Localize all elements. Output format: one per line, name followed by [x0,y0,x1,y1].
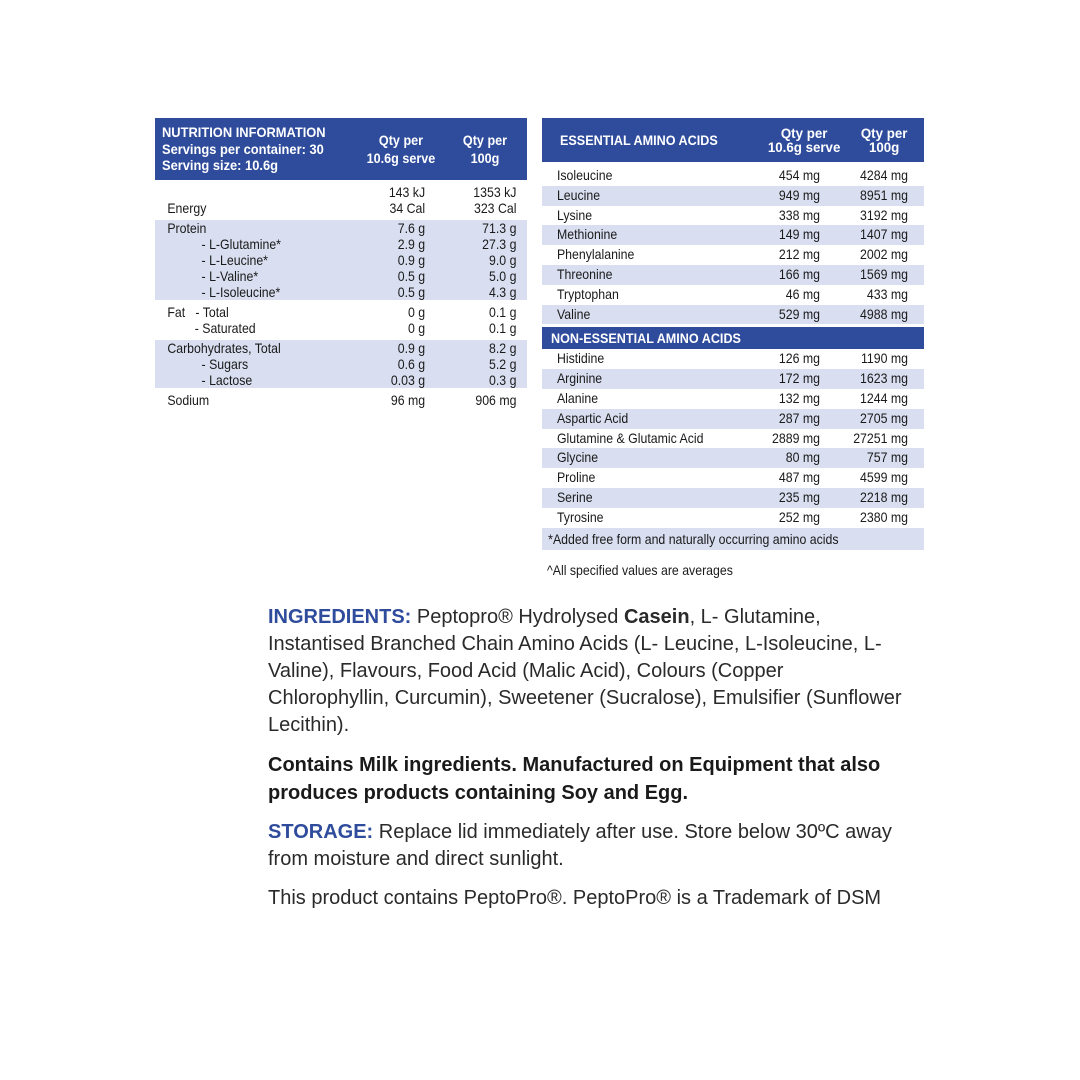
nutrition-block [155,392,527,408]
qty-per-100g: 1623 mg [860,370,908,387]
col-header-line: 100g [470,150,500,166]
amino-acid-label: Phenylalanine [556,246,635,263]
amino-acid-label: Leucine [556,186,601,203]
amino-acid-label: Tryptophan [556,285,619,302]
qty-per-100g: 1190 mg [860,350,908,367]
table-row [542,429,924,449]
amino-acid-label: Threonine [556,265,613,282]
col-header-line: Qty per [462,131,508,148]
servings-per-container: Servings per container: 30 [162,140,324,157]
nutrition-block [155,184,527,216]
table-row [155,236,527,252]
ingredients-text: , L- Glutamine, Instantised Branched Chain Amino Acids (L- Leucine, L-Isoleucine, L-Valine), Flavours, Food Acid (Malic Acid), Colours (Copper Chlorophyllin, Curcumin), Sweetener (Sucralose), Emulsifier (Sunflower Lecithin). [268,606,902,736]
qty-per-100g: 0.3 g [489,372,517,388]
table-row [155,372,527,388]
qty-per-serve: 149 mg [778,226,820,243]
ingredients-label: INGREDIENTS: [268,606,412,628]
col-header-line: Qty per [378,131,424,148]
amino-acid-label: Valine [556,305,591,322]
amino-acid-label: Tyrosine [556,508,604,525]
qty-per-serve: 0 g [407,320,426,336]
storage-paragraph [268,819,908,873]
qty-per-serve: 2.9 g [397,236,426,252]
amino-acid-label: Arginine [556,370,603,387]
amino-acid-label: Serine [556,488,593,505]
table-row [542,488,924,508]
amino-acid-label: Glutamine & Glutamic Acid [556,429,704,446]
nutrient-label [155,184,334,200]
qty-per-serve: 252 mg [778,508,820,525]
qty-per-serve: 0.5 g [397,268,426,284]
qty-per-100g: 4599 mg [860,469,908,486]
nutrient-label: - Sugars [167,356,249,372]
qty-per-serve: 0 g [407,304,426,320]
table-row [542,508,924,528]
amino-acid-label: Lysine [556,206,593,223]
qty-per-100g: 2218 mg [860,488,908,505]
qty-per-100g: 27.3 g [482,236,517,252]
qty-per-serve: 126 mg [778,350,820,367]
qty-per-serve: 143 kJ [388,184,426,200]
table-row [542,166,924,186]
table-row [542,285,924,305]
qty-per-serve: 2889 mg [772,429,820,446]
table-row [542,245,924,265]
qty-per-serve: 0.9 g [397,340,426,356]
nutrition-col-serve-header [363,131,439,167]
table-row [155,184,527,200]
col-header-line: Qty per [780,125,827,141]
qty-per-100g: 71.3 g [482,220,517,236]
qty-per-serve: 454 mg [778,167,820,183]
qty-per-100g: 4284 mg [860,167,908,183]
qty-per-serve: 46 mg [785,285,820,302]
qty-per-serve: 529 mg [778,305,820,322]
table-row [155,220,527,236]
qty-per-100g: 433 mg [866,285,908,302]
footnote-box [542,528,924,550]
qty-per-serve: 34 Cal [389,200,426,216]
col-header-line: Qty per [860,125,908,141]
nonessential-amino-body [542,349,924,527]
qty-per-100g: 2380 mg [860,508,908,525]
amino-acid-label: Alanine [556,389,599,406]
table-row [542,349,924,369]
table-row [542,409,924,429]
col-header-line: 10.6g serve [366,150,436,166]
qty-per-serve: 949 mg [778,186,820,203]
qty-per-100g: 757 mg [866,449,908,466]
trademark-statement: This product contains PeptoPro®. PeptoPro® is a Trademark of DSM [268,887,882,909]
table-row [542,369,924,389]
qty-per-serve: 172 mg [778,370,820,387]
qty-per-serve: 0.6 g [397,356,426,372]
qty-per-serve: 166 mg [778,265,820,282]
amino-col-100g-header [846,126,922,154]
nonessential-amino-title: NON-ESSENTIAL AMINO ACIDS [551,330,741,347]
qty-per-serve: 0.03 g [390,372,426,388]
table-row [155,268,527,284]
ingredients-paragraph [268,604,908,739]
qty-per-100g: 1569 mg [860,265,908,282]
qty-per-serve: 0.5 g [397,284,426,300]
nutrient-label: - L-Isoleucine* [167,284,281,300]
qty-per-100g: 323 Cal [473,200,517,216]
table-row [155,200,527,216]
qty-per-100g: 0.1 g [489,320,517,336]
qty-per-serve: 80 mg [785,449,820,466]
table-row [542,206,924,226]
qty-per-serve: 338 mg [778,206,820,223]
qty-per-serve: 235 mg [778,488,820,505]
qty-per-100g: 9.0 g [489,252,517,268]
ingredients-text: Peptopro® Hydrolysed [411,606,624,628]
serving-size: Serving size: 10.6g [162,157,278,174]
amino-acid-label: Isoleucine [556,167,613,183]
qty-per-100g: 3192 mg [860,206,908,223]
essential-amino-header [542,118,924,162]
table-row [542,468,924,488]
table-row [542,225,924,245]
amino-footnote: *Added free form and naturally occurring amino acids [548,530,839,547]
nonessential-amino-header [542,327,924,349]
qty-per-100g: 906 mg [475,392,517,408]
col-header-line: 100g [868,139,900,155]
qty-per-100g: 2002 mg [860,246,908,263]
table-row [155,356,527,372]
col-header-line: 10.6g serve [767,139,840,155]
nutrient-label: - L-Valine* [167,268,259,284]
table-row [155,340,527,356]
nutrition-body [155,184,527,408]
table-row [542,305,924,325]
table-row [542,389,924,409]
amino-acid-label: Proline [556,469,596,486]
amino-acid-label: Glycine [556,449,599,466]
storage-text: Replace lid immediately after use. Store below 30ºC away from moisture and direct sunlight. [268,821,892,870]
qty-per-100g: 8.2 g [489,340,517,356]
qty-per-100g: 2705 mg [860,409,908,426]
qty-per-serve: 7.6 g [397,220,426,236]
nutrition-header [155,118,527,180]
table-row [155,252,527,268]
nutrient-label: - Saturated [167,320,256,336]
table-row [542,448,924,468]
qty-per-100g: 27251 mg [853,429,908,446]
ingredients-bold: Casein [623,606,690,628]
table-row [155,392,527,408]
nutrient-label: Sodium [167,392,210,408]
qty-per-serve: 287 mg [778,409,820,426]
nutrient-label: Carbohydrates, Total [167,340,281,356]
qty-per-100g: 5.2 g [489,356,517,372]
amino-acid-table [542,118,924,550]
qty-per-serve: 96 mg [390,392,426,408]
product-text [268,604,908,924]
averages-note: ^All specified values are averages [547,562,733,578]
table-row [155,284,527,300]
nutrition-title [162,124,343,174]
table-row [155,304,527,320]
table-row [542,265,924,285]
nutrient-label: Protein [167,220,207,236]
nutrition-block [155,220,527,300]
essential-amino-body [542,166,924,324]
amino-acid-label: Methionine [556,226,618,243]
qty-per-100g: 1407 mg [860,226,908,243]
nutrition-title-line: NUTRITION INFORMATION [162,124,326,141]
nutrition-table [155,118,527,408]
allergen-statement: Contains Milk ingredients. Manufactured on Equipment that also produces products containing Soy and Egg. [268,754,881,804]
nutrition-block [155,304,527,336]
amino-col-serve-header [766,126,842,154]
table-row [155,320,527,336]
qty-per-serve: 212 mg [778,246,820,263]
qty-per-100g: 0.1 g [489,304,517,320]
nutrient-label: Energy [167,200,207,216]
table-row [542,186,924,206]
nutrient-label: - L-Glutamine* [167,236,281,252]
qty-per-serve: 132 mg [778,389,820,406]
qty-per-100g: 4.3 g [489,284,517,300]
qty-per-100g: 8951 mg [860,186,908,203]
essential-amino-title: ESSENTIAL AMINO ACIDS [560,132,718,148]
nutrient-label: Fat - Total [167,304,229,320]
nutrition-col-100g-header [447,131,523,167]
amino-acid-label: Aspartic Acid [556,409,629,426]
qty-per-100g: 4988 mg [860,305,908,322]
qty-per-100g: 5.0 g [489,268,517,284]
nutrient-label: - L-Leucine* [167,252,268,268]
qty-per-serve: 0.9 g [397,252,426,268]
qty-per-100g: 1244 mg [860,389,908,406]
storage-label: STORAGE: [268,821,374,843]
qty-per-100g: 1353 kJ [473,184,517,200]
amino-acid-label: Histidine [556,350,605,367]
qty-per-serve: 487 mg [778,469,820,486]
nutrition-block [155,340,527,388]
nutrient-label: - Lactose [167,372,253,388]
